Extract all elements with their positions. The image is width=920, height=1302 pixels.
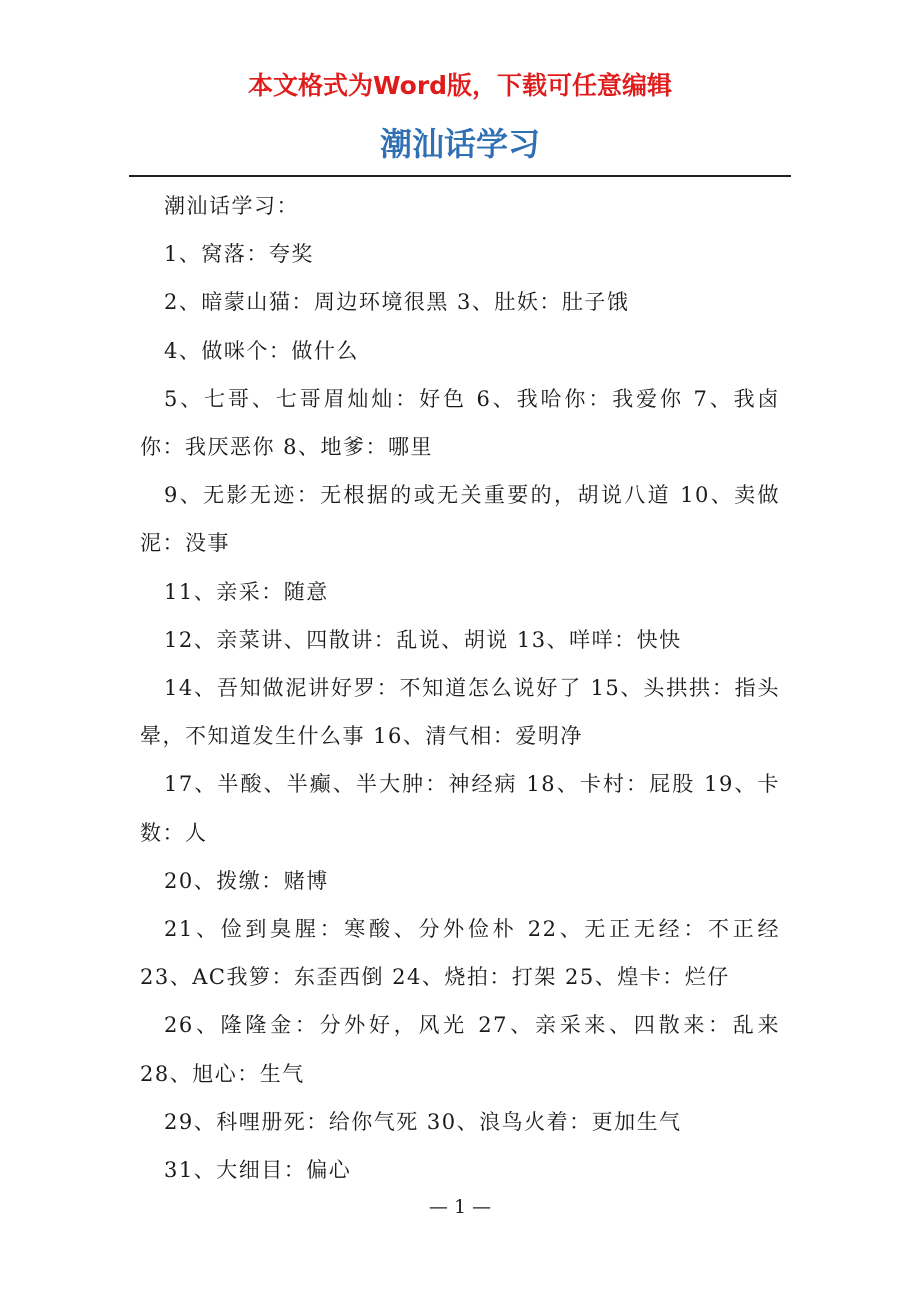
format-notice: 本文格式为Word版，下载可任意编辑	[247, 71, 673, 100]
body-paragraph: 14、吾知做泥讲好罗：不知道怎么说好了 15、头拱拱：指头晕，不知道发生什么事 16、清气相：爱明净	[140, 676, 780, 749]
title-divider	[129, 175, 791, 177]
body-paragraph: 21、俭到臭腥：寒酸、分外俭朴 22、无正无经：不正经 23、AC我箩：东歪西倒 24、烧拍：打架 25、煌卡：烂仔	[140, 917, 780, 990]
page-number: — 1 —	[428, 1196, 492, 1218]
body-paragraph: 29、科哩册死：给你气死 30、浪鸟火着：更加生气	[164, 1109, 682, 1134]
body-paragraph: 5、七哥、七哥眉灿灿：好色 6、我哈你：我爱你 7、我卤你：我厌恶你 8、地爹：哪里	[140, 386, 780, 460]
body-paragraph: 20、拨缴：赌博	[164, 868, 329, 893]
body-paragraph: 17、半酸、半癫、半大肿：神经病 18、卡村：屁股 19、卡数：人	[140, 772, 780, 845]
body-paragraph: 12、亲菜讲、四散讲：乱说、胡说 13、咩咩：快快	[164, 627, 682, 652]
document-title: 潮汕话学习	[379, 125, 540, 163]
body-paragraph: 11、亲采：随意	[164, 579, 329, 604]
body-paragraph: 9、无影无迹：无根据的或无关重要的，胡说八道 10、卖做泥：没事	[140, 483, 780, 556]
body-paragraph: 潮汕话学习：	[164, 194, 299, 218]
body-paragraph: 26、隆隆金：分外好，风光 27、亲采来、四散来：乱来 28、旭心：生气	[140, 1013, 780, 1086]
body-paragraph: 1、窝落：夸奖	[164, 242, 314, 267]
body-paragraph: 31、大细目：偏心	[164, 1158, 352, 1183]
body-paragraph: 2、暗蒙山猫：周边环境很黑 3、肚妖：肚子饿	[164, 290, 630, 315]
document-body	[140, 182, 780, 1194]
body-paragraph: 4、做咪个：做什么	[164, 338, 359, 363]
